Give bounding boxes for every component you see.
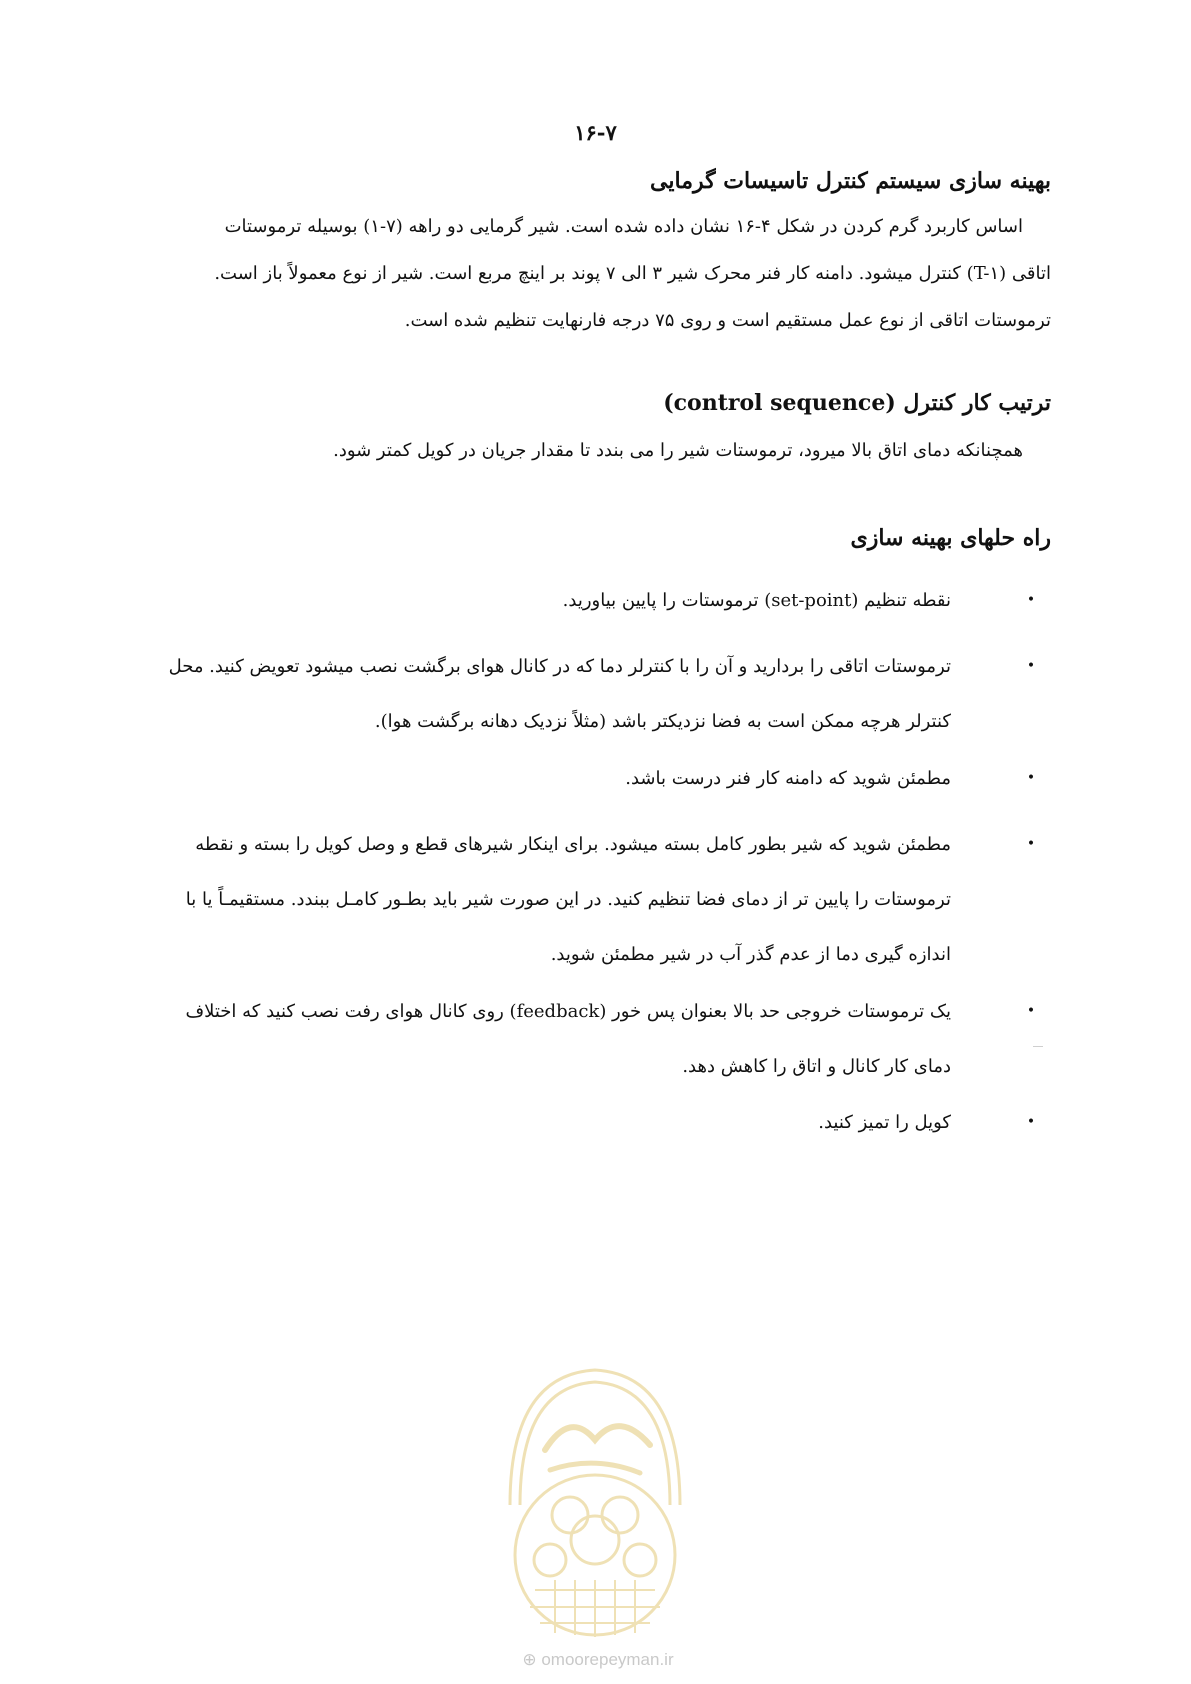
section-heading-heating-optimization: بهینه سازی سیستم کنترل تاسیسات گرمایی: [650, 168, 1051, 194]
paragraph-line: اتاقی (T-۱) کنترل میشود. دامنه کار فنر محرک شیر ۳ الی ۷ پوند بر اینچ مربع است. شیر از نوع معمولاً باز است.: [214, 263, 1051, 284]
bullet-icon: •: [1026, 592, 1036, 608]
bullet-icon: •: [1026, 836, 1036, 852]
list-item: [141, 751, 1051, 806]
page-number: ۱۶-۷: [574, 120, 617, 145]
list-item: [141, 817, 1051, 982]
watermark-url-text: omoorepeyman.ir: [541, 1650, 674, 1669]
list-item-line: کویل را تمیز کنید.: [818, 1112, 951, 1133]
list-item-line: دمای کار کانال و اتاق را کاهش دهد.: [682, 1056, 951, 1077]
margin-mark: [1033, 1046, 1043, 1047]
globe-icon: ⊕: [522, 1650, 537, 1669]
paragraph-line: اساس کاربرد گرم کردن در شکل ۴-۱۶ نشان داده شده است. شیر گرمایی دو راهه (۷-۱) بوسیله ترموستات: [224, 216, 1023, 237]
list-item-line: مطمئن شوید که شیر بطور کامل بسته میشود. برای اینکار شیرهای قطع و وصل کویل را بسته و نقطه: [195, 834, 951, 855]
section-heading-optimization-solutions: راه حلهای بهینه سازی: [850, 525, 1051, 551]
list-item: [141, 639, 1051, 749]
bullet-icon: •: [1026, 1114, 1036, 1130]
list-item-line: مطمئن شوید که دامنه کار فنر درست باشد.: [625, 768, 951, 789]
list-item-line: اندازه گیری دما از عدم گذر آب در شیر مطمئن شوید.: [550, 944, 951, 965]
bullet-icon: •: [1026, 770, 1036, 786]
list-item-line: ترموستات را پایین تر از دمای فضا تنظیم کنید. در این صورت شیر باید بطـور کامـل ببندد. مستقیمـاً یا با: [185, 889, 951, 910]
list-item-line: یک ترموستات خروجی حد بالا بعنوان پس خور (feedback) روی کانال هوای رفت نصب کنید که اختلاف: [185, 1001, 951, 1022]
list-item: [141, 984, 1051, 1094]
paragraph-line: ترموستات اتاقی از نوع عمل مستقیم است و روی ۷۵ درجه فارنهایت تنظیم شده است.: [404, 310, 1051, 331]
list-item-line: نقطه تنظیم (set-point) ترموستات را پایین بیاورید.: [562, 590, 951, 611]
list-item-line: ترموستات اتاقی را بردارید و آن را با کنترلر دما که در کانال هوای برگشت نصب میشود تعویض کنید. محل: [168, 656, 951, 677]
omoore-peyman-seal-icon: [490, 1355, 700, 1645]
list-item: [141, 573, 1051, 628]
bullet-icon: •: [1026, 658, 1036, 674]
list-item-line: کنترلر هرچه ممکن است به فضا نزدیکتر باشد (مثلاً نزدیک دهانه برگشت هوا).: [374, 711, 951, 732]
section-paragraph-heating-basics: [141, 203, 1051, 344]
section-heading-control-sequence: ترتیب کار کنترل (control sequence): [663, 390, 1051, 416]
control-sequence-text: همچنانکه دمای اتاق بالا میرود، ترموستات شیر را می بندد تا مقدار جریان در کویل کمتر شود.: [333, 440, 1023, 461]
bullet-icon: •: [1026, 1003, 1036, 1019]
list-item: [141, 1095, 1051, 1150]
watermark-url: [488, 1650, 708, 1670]
